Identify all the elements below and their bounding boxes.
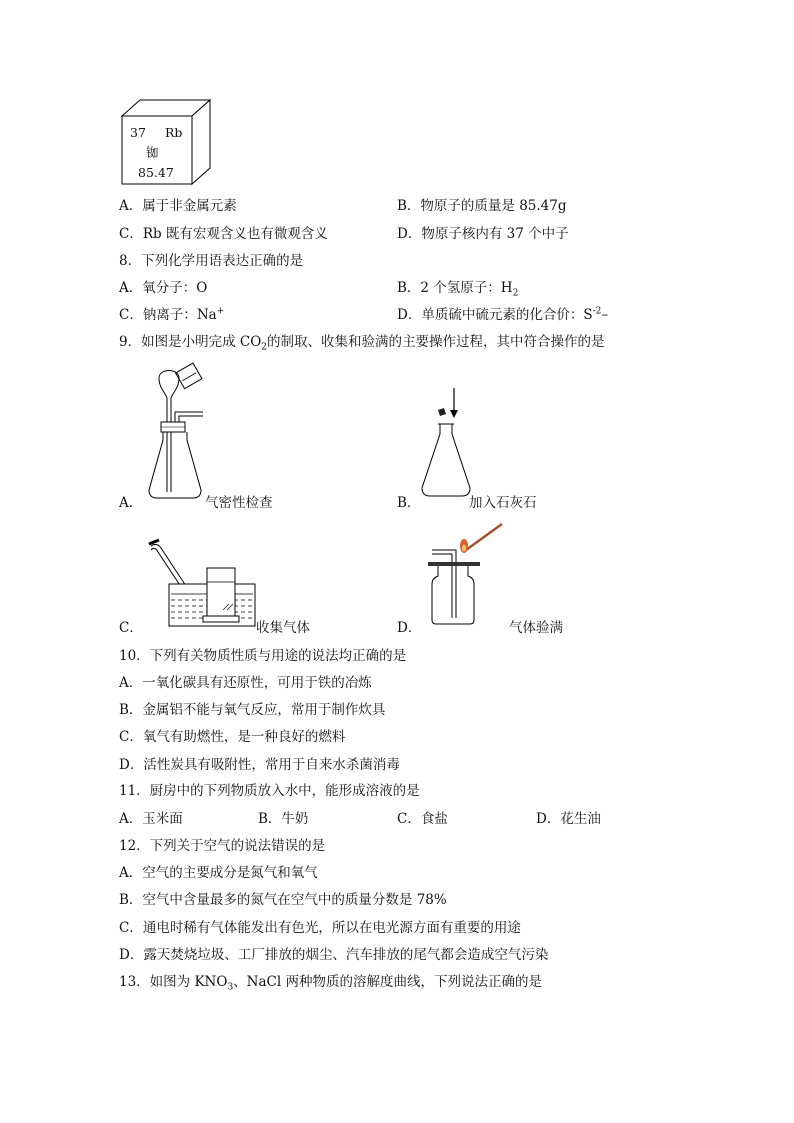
q10-option-a: A．一氧化碳具有还原性，可用于铁的冶炼 — [119, 675, 372, 691]
q7-option-d: D．物原子核内有 37 个中子 — [397, 226, 569, 242]
figure-a-airtightness-apparatus — [145, 360, 215, 502]
q8-option-d-superscript: -2 — [592, 306, 602, 317]
q9-option-c-letter: C． — [119, 620, 143, 636]
q8-option-b — [397, 279, 518, 297]
q13-stem-subscript: 3 — [227, 982, 234, 993]
q11-option-c: C．食盐 — [397, 811, 448, 827]
q7-option-a: A．属于非金属元素 — [119, 198, 237, 214]
q9-option-a-caption: 气密性检查 — [205, 495, 273, 511]
q8-stem: 8．下列化学用语表达正确的是 — [119, 253, 304, 269]
figure-d-gas-full-test-apparatus — [426, 520, 508, 628]
q8-option-c-superscript: + — [216, 306, 225, 317]
q13-stem-text: 13．如图为 KNO — [119, 974, 228, 990]
q9-option-b-caption: 加入石灰石 — [469, 495, 537, 511]
element-mass: 85.47 — [138, 165, 174, 180]
figure-c-gas-collection-apparatus — [145, 538, 257, 630]
q8-option-c-text: C．钠离子：Na — [119, 307, 217, 323]
q8-option-d — [397, 306, 608, 324]
q11-option-d: D．花生油 — [536, 811, 601, 827]
q9-option-c-caption: 收集气体 — [256, 620, 310, 636]
q8-option-c — [119, 306, 224, 324]
q7-option-b: B．物原子的质量是 85.47g — [397, 198, 567, 214]
q8-option-b-text: B．2 个氢原子：H — [397, 280, 513, 296]
q8-option-d-suffix: – — [601, 307, 609, 323]
q9-stem-subscript: 2 — [261, 342, 268, 353]
q9-option-d-letter: D． — [397, 620, 422, 636]
q10-option-d: D．活性炭具有吸附性，常用于自来水杀菌消毒 — [119, 757, 400, 773]
q8-option-b-subscript: 2 — [512, 288, 519, 299]
q12-option-b: B．空气中含量最多的氮气在空气中的质量分数是 78% — [119, 892, 447, 908]
q11-stem: 11．厨房中的下列物质放入水中，能形成溶液的是 — [119, 783, 420, 799]
q8-option-d-text: D．单质硫中硫元素的化合价：S — [397, 307, 593, 323]
q11-option-b: B．牛奶 — [258, 811, 309, 827]
element-atomic-number: 37 — [130, 125, 146, 140]
q9-stem-text-end: 的制取、收集和验满的主要操作过程，其中符合操作的是 — [267, 334, 605, 350]
q10-option-c: C．氧气有助燃性，是一种良好的燃料 — [119, 729, 346, 745]
figure-b-add-limestone-apparatus — [418, 388, 474, 500]
q13-stem — [119, 973, 542, 991]
q7-option-c: C．Rb 既有宏观含义也有微观含义 — [119, 226, 328, 242]
q9-stem — [119, 333, 605, 351]
q9-option-d-caption: 气体验满 — [509, 620, 563, 636]
element-name: 铷 — [146, 145, 159, 160]
q10-option-b: B．金属铝不能与氧气反应，常用于制作炊具 — [119, 702, 386, 718]
q8-option-a: A．氧分子：O — [119, 280, 208, 296]
q12-option-c: C．通电时稀有气体能发出有色光，所以在电光源方面有重要的用途 — [119, 920, 521, 936]
q12-stem: 12．下列关于空气的说法错误的是 — [119, 838, 326, 854]
q12-option-a: A．空气的主要成分是氮气和氧气 — [119, 865, 318, 881]
q12-option-d: D．露天焚烧垃圾、工厂排放的烟尘、汽车排放的尾气都会造成空气污染 — [119, 947, 549, 963]
q10-stem: 10．下列有关物质性质与用途的说法均正确的是 — [119, 648, 407, 664]
element-symbol: Rb — [165, 125, 183, 140]
q9-option-a-letter: A． — [119, 495, 143, 511]
q9-option-b-letter: B． — [397, 495, 421, 511]
q13-stem-text-end: 、NaCl 两种物质的溶解度曲线，下列说法正确的是 — [233, 974, 542, 990]
q11-option-a: A．玉米面 — [119, 811, 183, 827]
q9-stem-text: 9．如图是小明完成 CO — [119, 334, 262, 350]
